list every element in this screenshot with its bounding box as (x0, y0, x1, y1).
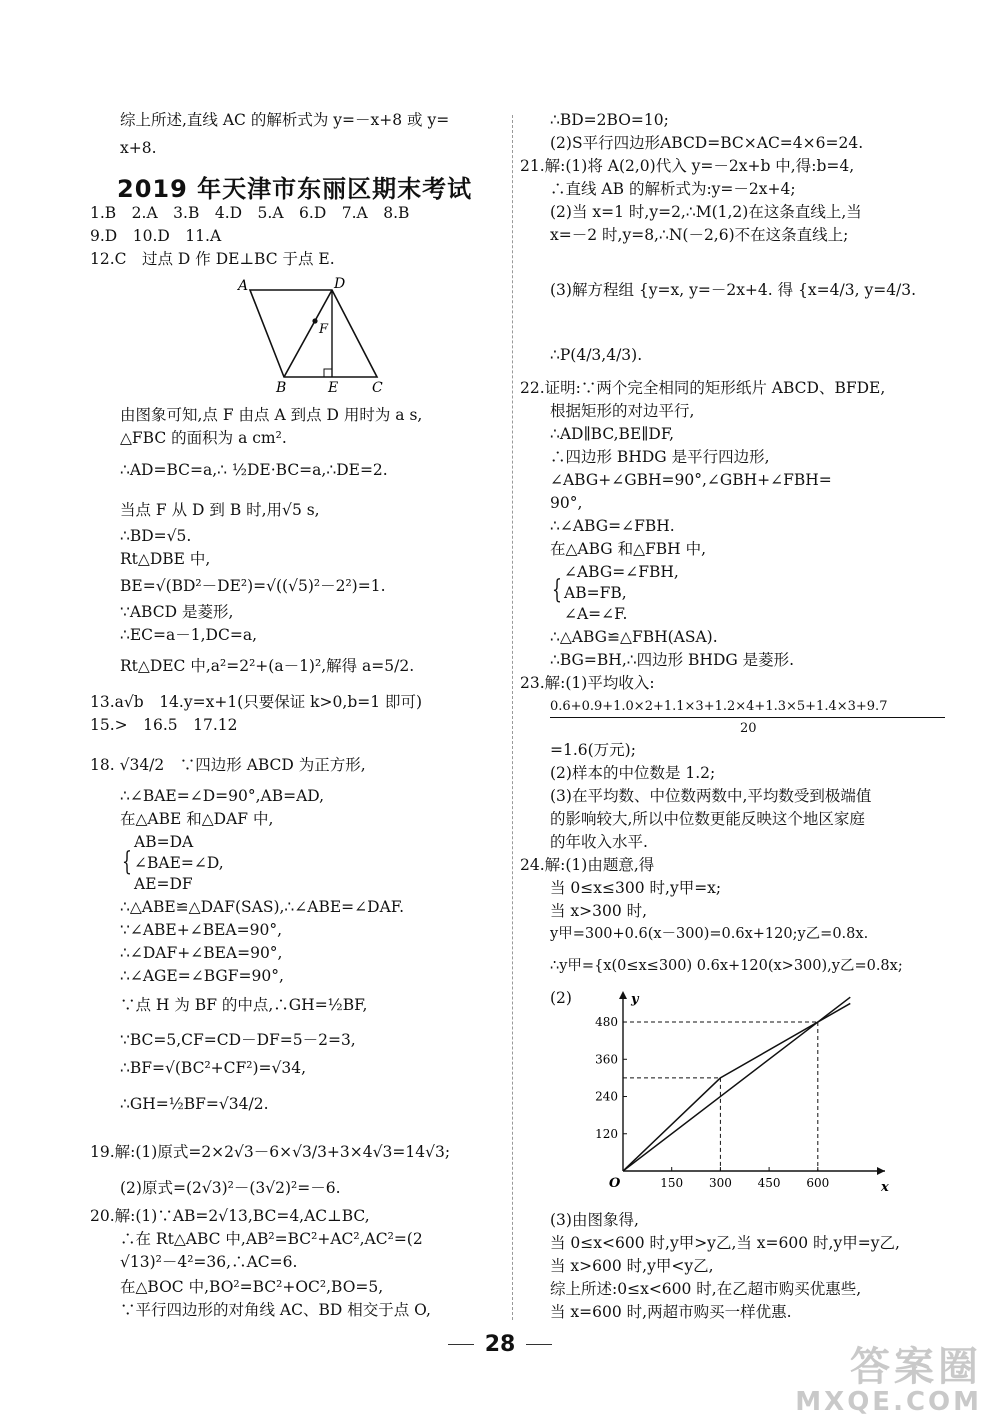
text-line: ∴∠AGE=∠BGF=90°, (120, 967, 284, 985)
text-line: AB=DA (134, 833, 194, 851)
fraction-bar (550, 717, 945, 718)
text-line: ∠ABG+∠GBH=90°,∠GBH+∠FBH= (550, 471, 832, 489)
text-line: ∴BD=√5. (120, 527, 192, 545)
text-line: ∵平行四边形的对角线 AC、BD 相交于点 O, (120, 1301, 431, 1319)
text-line: 当 0≤x≤300 时,y甲=x; (550, 879, 722, 897)
text-line: 13.a√b 14.y=x+1(只要保证 k>0,b=1 即可) (90, 693, 423, 711)
text-line: ∴BG=BH,∴四边形 BHDG 是菱形. (550, 651, 795, 669)
text-line: ∴EC=a－1,DC=a, (120, 626, 257, 644)
rhombus-abcd (250, 290, 377, 377)
text-line: 由图象可知,点 F 由点 A 到点 D 用时为 a s, (120, 406, 423, 424)
text-line: 综上所述,直线 AC 的解析式为 y=－x+8 或 y= (120, 111, 450, 129)
x-tick-label: 300 (708, 1176, 732, 1190)
text-line: ∴直线 AB 的解析式为:y=－2x+4; (550, 180, 796, 198)
text-line: 21.解:(1)将 A(2,0)代入 y=－2x+b 中,得:b=4, (520, 157, 855, 175)
text-line: ∵点 H 为 BF 的中点,∴GH=½BF, (120, 996, 368, 1014)
brace: { (552, 575, 562, 605)
text-line: AE=DF (134, 875, 193, 893)
text-line: (2)当 x=1 时,y=2,∴M(1,2)在这条直线上,当 (550, 203, 862, 221)
rhombus-figure (230, 272, 400, 398)
text-line: 90°, (550, 494, 583, 512)
text-line: 当 x=600 时,两超市购买一样优惠. (550, 1303, 792, 1321)
text-line: ∴四边形 BHDG 是平行四边形, (550, 448, 770, 466)
text-line: 22.证明:∵两个完全相同的矩形纸片 ABCD、BFDE, (520, 379, 886, 397)
y-tick-label: 360 (595, 1052, 618, 1067)
text-line: 24.解:(1)由题意,得 (520, 856, 655, 874)
text-line: 当 x>300 时, (550, 902, 648, 920)
text-line: △FBC 的面积为 a cm². (120, 429, 287, 447)
text-line: ∠ABG=∠FBH, (564, 563, 679, 581)
text-line: 1.B 2.A 3.B 4.D 5.A 6.D 7.A 8.B (90, 204, 410, 222)
text-line: (2)S平行四边形ABCD=BC×AC=4×6=24. (550, 134, 864, 152)
text-line: ∴y甲={x(0≤x≤300) 0.6x+120(x>300),y乙=0.8x; (550, 958, 903, 974)
x-axis-arrow (877, 1167, 885, 1175)
fraction-numerator: 0.6+0.9+1.0×2+1.1×3+1.2×4+1.3×5+1.4×3+9.7 (550, 699, 888, 714)
text-line: ∴在 Rt△ABC 中,AB²=BC²+AC²,AC²=(2 (120, 1230, 423, 1248)
label-d: D (334, 276, 346, 292)
y-tick-label: 120 (595, 1126, 618, 1141)
text-line: 18. √34/2 ∵四边形 ABCD 为正方形, (90, 756, 366, 774)
text-line: ∴∠ABG=∠FBH. (550, 517, 675, 535)
text-line: (2)样本的中位数是 1.2; (550, 764, 716, 782)
text-line: ∴BF=√(BC²+CF²)=√34, (120, 1059, 307, 1077)
text-line: ∴GH=½BF=√34/2. (120, 1095, 269, 1113)
text-line: 23.解:(1)平均收入: (520, 674, 655, 692)
x-tick-label: 150 (660, 1176, 684, 1190)
watermark-logo: 答案圈 (850, 1344, 982, 1390)
fraction-denominator: 20 (740, 721, 757, 736)
label-b: B (276, 380, 287, 396)
text-line: 的年收入水平. (550, 833, 648, 851)
watermark (795, 1344, 982, 1417)
text-line: ∠BAE=∠D, (134, 854, 224, 872)
text-line: 根据矩形的对边平行, (550, 402, 695, 420)
text-line: 的影响较大,所以中位数更能反映这个地区家庭 (550, 810, 865, 828)
text-line: 15.> 16.5 17.12 (90, 716, 238, 734)
section-title: 2019 年天津市东丽区期末考试 (117, 175, 473, 203)
text-line: ∴△ABG≌△FBH(ASA). (550, 628, 718, 646)
y-tick-label: 240 (595, 1089, 618, 1104)
page-number-dash-right (526, 1344, 552, 1345)
text-line: y甲=300+0.6(x－300)=0.6x+120;y乙=0.8x. (550, 926, 869, 942)
series-line-2 (623, 997, 850, 1171)
text-line: 20.解:(1)∵AB=2√13,BC=4,AC⊥BC, (90, 1207, 370, 1225)
text-line: ∴△ABE≌△DAF(SAS),∴∠ABE=∠DAF. (120, 898, 405, 916)
text-line: ∴AD=BC=a,∴ ½DE·BC=a,∴DE=2. (120, 461, 388, 479)
text-line: x+8. (120, 139, 157, 157)
y-tick-label: 480 (595, 1015, 618, 1030)
text-line: √13)²－4²=36,∴AC=6. (120, 1253, 298, 1271)
label-f: F (319, 322, 329, 337)
right-angle-mark (324, 369, 332, 377)
text-line: ∵∠ABE+∠BEA=90°, (120, 921, 283, 939)
label-e: E (328, 380, 339, 396)
text-line: ∴∠BAE=∠D=90°,AB=AD, (120, 787, 325, 805)
text-line: AB=FB, (564, 584, 627, 602)
origin-label: O (609, 1176, 621, 1191)
text-line: (2) (550, 989, 572, 1007)
text-line: Rt△DBE 中, (120, 550, 211, 568)
text-line: BE=√(BD²－DE²)=√((√5)²－2²)=1. (120, 577, 386, 595)
line-chart (585, 985, 889, 1200)
text-line: 19.解:(1)原式=2×2√3－6×√3/3+3×4√3=14√3; (90, 1143, 451, 1161)
x-tick-label: 600 (806, 1176, 830, 1190)
text-line: ∠A=∠F. (564, 605, 628, 623)
text-line: (3)在平均数、中位数两数中,平均数受到极端值 (550, 787, 872, 805)
text-line: x=－2 时,y=8,∴N(－2,6)不在这条直线上; (550, 226, 849, 244)
y-axis-arrow (619, 991, 627, 999)
text-line: 在△BOC 中,BO²=BC²+OC²,BO=5, (120, 1278, 384, 1296)
text-line: ∴BD=2BO=10; (550, 111, 669, 129)
text-line: (3)由图象得, (550, 1211, 639, 1229)
text-line: ∴AD∥BC,BE∥DF, (550, 425, 675, 443)
text-line: 当 0≤x<600 时,y甲>y乙,当 x=600 时,y甲=y乙, (550, 1234, 900, 1252)
x-tick-label: 450 (757, 1176, 781, 1190)
y-axis-label: y (631, 992, 639, 1007)
text-line: 当 x>600 时,y甲<y乙, (550, 1257, 714, 1275)
brace: { (122, 847, 132, 877)
text-line: 在△ABG 和△FBH 中, (550, 540, 707, 558)
text-line: 9.D 10.D 11.A (90, 227, 222, 245)
text-line: 在△ABE 和△DAF 中, (120, 810, 274, 828)
text-line: (2)原式=(2√3)²－(3√2)²=－6. (120, 1179, 341, 1197)
page-number: 28 (484, 1332, 516, 1357)
x-axis-label: x (881, 1180, 889, 1195)
label-a: A (238, 278, 249, 294)
text-line: 当点 F 从 D 到 B 时,用√5 s, (120, 501, 320, 519)
text-line: ∵BC=5,CF=CD－DF=5－2=3, (120, 1031, 356, 1049)
text-line: 12.C 过点 D 作 DE⊥BC 于点 E. (90, 250, 335, 268)
text-line: 综上所述:0≤x<600 时,在乙超市购买优惠些, (550, 1280, 862, 1298)
text-line: ∴∠DAF+∠BEA=90°, (120, 944, 283, 962)
label-c: C (372, 380, 383, 396)
text-line: ∴P(4/3,4/3). (550, 346, 643, 364)
watermark-url: MXQE.COM (795, 1387, 982, 1417)
point-f (312, 318, 317, 323)
text-line: =1.6(万元); (550, 741, 636, 759)
text-line: Rt△DEC 中,a²=2²+(a－1)²,解得 a=5/2. (120, 657, 415, 675)
text-line: (3)解方程组 {y=x, y=－2x+4. 得 {x=4/3, y=4/3. (550, 281, 917, 299)
column-divider (512, 115, 513, 1320)
text-line: ∵ABCD 是菱形, (120, 603, 234, 621)
